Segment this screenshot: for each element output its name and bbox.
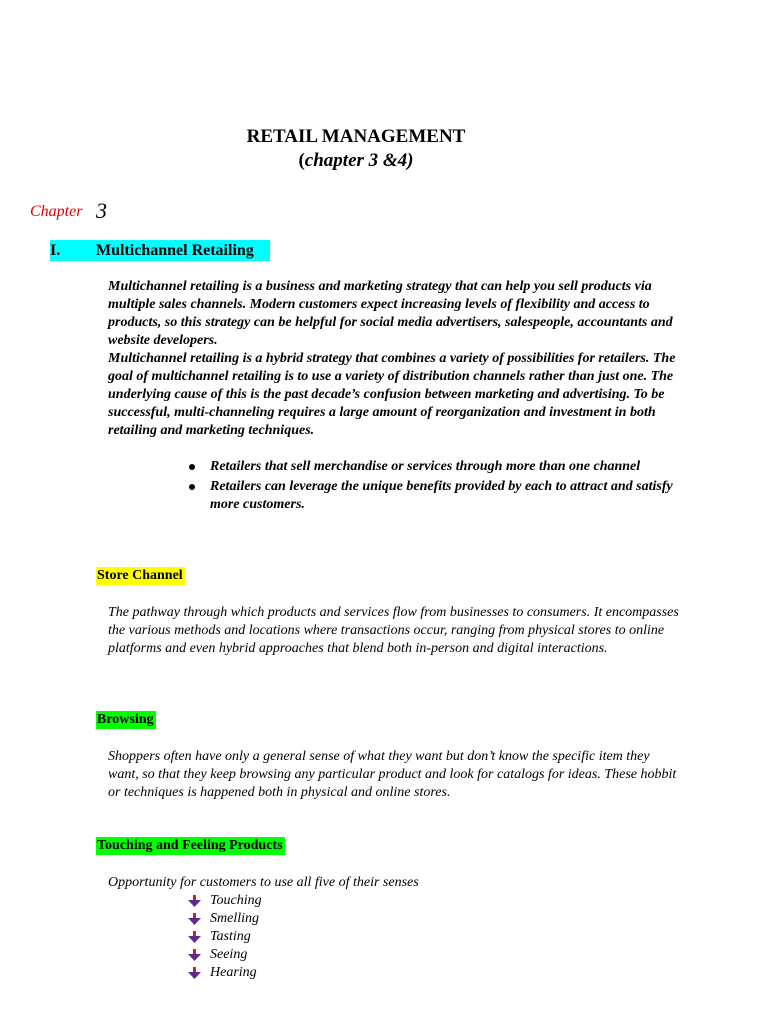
section-heading [50, 240, 270, 261]
sense-text: Smelling [210, 911, 259, 926]
list-item [186, 892, 486, 910]
document-title: RETAIL MANAGEMENT [246, 126, 466, 147]
sense-text: Tasting [210, 929, 251, 944]
subtitle-text: chapter 3 &4) [304, 150, 414, 171]
bullet-text: Retailers can leverage the unique benefits provided by each to attract and satisfy more customers. [210, 479, 673, 512]
bullet-text: Retailers that sell merchandise or services through more than one channel [210, 459, 641, 474]
list-item [186, 910, 486, 928]
list-item [186, 928, 486, 946]
multichannel-paragraph-2: Multichannel retailing is a hybrid strategy that combines a variety of possibilities for retailers. The goal of multichannel retailing is to use a variety of distribution channels rather than just one. The underlying cause of this is the past decade’s confusion between marketing and advertising. To be successful, multi-channeling requires a large amount of reorganization and investment in both retailing and marketing techniques. [108, 351, 676, 438]
chapter-number: 3 [96, 198, 107, 223]
list-item [186, 478, 686, 514]
subtitle-paren: ( [298, 150, 305, 171]
list-item [186, 946, 486, 964]
multichannel-bullet-list [186, 458, 686, 516]
browsing-heading: Browsing [97, 712, 154, 727]
senses-list [186, 892, 486, 982]
touching-intro: Opportunity for customers to use all five of their senses [108, 875, 419, 890]
down-arrow-icon [188, 895, 201, 907]
down-arrow-icon [188, 949, 201, 961]
list-item [186, 458, 686, 476]
bullet-dot-icon [189, 464, 195, 470]
down-arrow-icon [188, 931, 201, 943]
touching-heading: Touching and Feeling Products [97, 838, 283, 853]
section-title: Multichannel Retailing [96, 242, 254, 259]
browsing-paragraph: Shoppers often have only a general sense of what they want but don’t know the specific item they want, so that they keep browsing any particular product and look for catalogs for ideas. These hobbit or techniques is happened both in physical and online stores. [108, 749, 677, 800]
list-item [186, 964, 486, 982]
sense-text: Hearing [210, 965, 257, 980]
down-arrow-icon [188, 967, 201, 979]
section-number: I. [50, 242, 61, 259]
sense-text: Touching [210, 893, 262, 908]
multichannel-paragraph-1: Multichannel retailing is a business and marketing strategy that can help you sell products via multiple sales channels. Modern customers expect increasing levels of flexibility and access to products, so this strategy can be helpful for social media advertisers, salespeople, accountants and website developers. [108, 279, 673, 348]
store-channel-heading: Store Channel [97, 568, 183, 583]
bullet-dot-icon [189, 484, 195, 490]
store-channel-paragraph: The pathway through which products and services flow from businesses to consumers. It encompasses the various methods and locations where transactions occur, ranging from physical stores to online platforms and even hybrid approaches that blend both in-person and digital interactions. [108, 605, 679, 656]
sense-text: Seeing [210, 947, 248, 962]
chapter-label: Chapter [30, 203, 83, 220]
down-arrow-icon [188, 913, 201, 925]
document-subtitle [0, 150, 712, 172]
